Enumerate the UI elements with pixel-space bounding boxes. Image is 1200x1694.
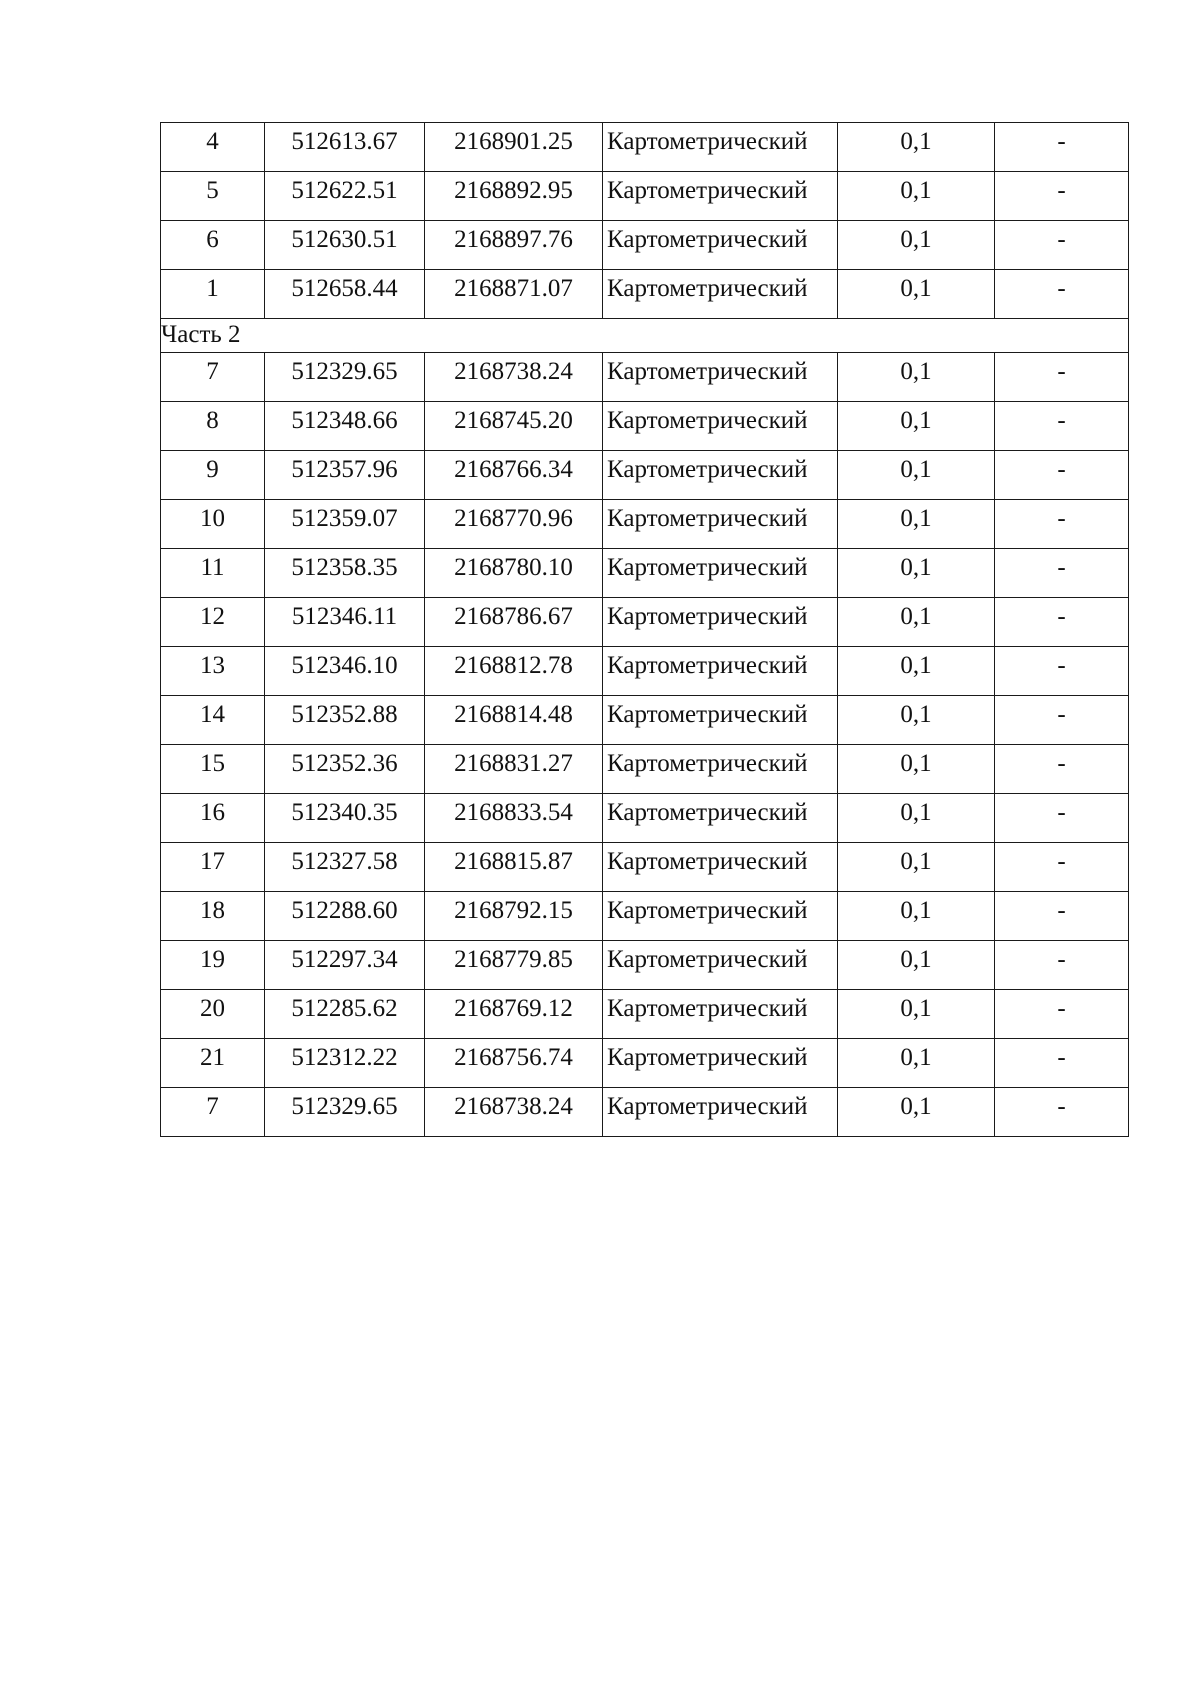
y-coordinate-cell: 2168871.07 [425, 270, 603, 319]
point-number-cell: 7 [161, 1088, 265, 1137]
x-coordinate-cell: 512288.60 [265, 892, 425, 941]
method-cell: Картометрический [603, 745, 838, 794]
y-coordinate-cell: 2168769.12 [425, 990, 603, 1039]
x-coordinate-cell: 512630.51 [265, 221, 425, 270]
precision-cell: 0,1 [838, 1088, 995, 1137]
y-coordinate-cell: 2168901.25 [425, 123, 603, 172]
description-cell: - [995, 647, 1129, 696]
y-coordinate-cell: 2168766.34 [425, 451, 603, 500]
document-page [160, 122, 1128, 1137]
x-coordinate-cell: 512340.35 [265, 794, 425, 843]
x-coordinate-cell: 512658.44 [265, 270, 425, 319]
point-number-cell: 17 [161, 843, 265, 892]
description-cell: - [995, 794, 1129, 843]
method-cell: Картометрический [603, 500, 838, 549]
precision-cell: 0,1 [838, 123, 995, 172]
table-row [161, 598, 1129, 647]
y-coordinate-cell: 2168738.24 [425, 1088, 603, 1137]
table-row [161, 647, 1129, 696]
table-row [161, 745, 1129, 794]
precision-cell: 0,1 [838, 221, 995, 270]
description-cell: - [995, 353, 1129, 402]
y-coordinate-cell: 2168897.76 [425, 221, 603, 270]
description-cell: - [995, 990, 1129, 1039]
table-body-part1 [161, 123, 1129, 319]
method-cell: Картометрический [603, 549, 838, 598]
table-row [161, 794, 1129, 843]
x-coordinate-cell: 512285.62 [265, 990, 425, 1039]
x-coordinate-cell: 512352.88 [265, 696, 425, 745]
precision-cell: 0,1 [838, 1039, 995, 1088]
point-number-cell: 1 [161, 270, 265, 319]
method-cell: Картометрический [603, 402, 838, 451]
precision-cell: 0,1 [838, 172, 995, 221]
precision-cell: 0,1 [838, 451, 995, 500]
method-cell: Картометрический [603, 843, 838, 892]
point-number-cell: 6 [161, 221, 265, 270]
part-header-row [161, 319, 1129, 353]
y-coordinate-cell: 2168831.27 [425, 745, 603, 794]
description-cell: - [995, 123, 1129, 172]
precision-cell: 0,1 [838, 647, 995, 696]
method-cell: Картометрический [603, 172, 838, 221]
table-row [161, 892, 1129, 941]
method-cell: Картометрический [603, 1039, 838, 1088]
description-cell: - [995, 696, 1129, 745]
y-coordinate-cell: 2168745.20 [425, 402, 603, 451]
x-coordinate-cell: 512358.35 [265, 549, 425, 598]
point-number-cell: 13 [161, 647, 265, 696]
point-number-cell: 16 [161, 794, 265, 843]
description-cell: - [995, 500, 1129, 549]
y-coordinate-cell: 2168812.78 [425, 647, 603, 696]
precision-cell: 0,1 [838, 270, 995, 319]
point-number-cell: 8 [161, 402, 265, 451]
description-cell: - [995, 745, 1129, 794]
description-cell: - [995, 941, 1129, 990]
table-body-part2 [161, 353, 1129, 1137]
precision-cell: 0,1 [838, 353, 995, 402]
point-number-cell: 12 [161, 598, 265, 647]
method-cell: Картометрический [603, 451, 838, 500]
x-coordinate-cell: 512312.22 [265, 1039, 425, 1088]
y-coordinate-cell: 2168814.48 [425, 696, 603, 745]
table-row [161, 402, 1129, 451]
description-cell: - [995, 221, 1129, 270]
precision-cell: 0,1 [838, 941, 995, 990]
y-coordinate-cell: 2168770.96 [425, 500, 603, 549]
coordinates-table [160, 122, 1129, 1137]
method-cell: Картометрический [603, 794, 838, 843]
x-coordinate-cell: 512327.58 [265, 843, 425, 892]
description-cell: - [995, 451, 1129, 500]
precision-cell: 0,1 [838, 794, 995, 843]
table-row [161, 500, 1129, 549]
point-number-cell: 11 [161, 549, 265, 598]
point-number-cell: 5 [161, 172, 265, 221]
point-number-cell: 9 [161, 451, 265, 500]
table-row [161, 1088, 1129, 1137]
method-cell: Картометрический [603, 1088, 838, 1137]
table-row [161, 696, 1129, 745]
table-row [161, 549, 1129, 598]
precision-cell: 0,1 [838, 598, 995, 647]
table-row [161, 941, 1129, 990]
x-coordinate-cell: 512346.10 [265, 647, 425, 696]
method-cell: Картометрический [603, 598, 838, 647]
precision-cell: 0,1 [838, 549, 995, 598]
point-number-cell: 18 [161, 892, 265, 941]
x-coordinate-cell: 512348.66 [265, 402, 425, 451]
table-body-part2-header [161, 319, 1129, 353]
description-cell: - [995, 270, 1129, 319]
point-number-cell: 15 [161, 745, 265, 794]
method-cell: Картометрический [603, 647, 838, 696]
y-coordinate-cell: 2168892.95 [425, 172, 603, 221]
precision-cell: 0,1 [838, 892, 995, 941]
point-number-cell: 21 [161, 1039, 265, 1088]
part2-label: Часть 2 [161, 319, 1129, 353]
table-row [161, 221, 1129, 270]
point-number-cell: 4 [161, 123, 265, 172]
table-row [161, 172, 1129, 221]
method-cell: Картометрический [603, 941, 838, 990]
point-number-cell: 19 [161, 941, 265, 990]
x-coordinate-cell: 512329.65 [265, 353, 425, 402]
description-cell: - [995, 402, 1129, 451]
method-cell: Картометрический [603, 123, 838, 172]
method-cell: Картометрический [603, 696, 838, 745]
x-coordinate-cell: 512352.36 [265, 745, 425, 794]
y-coordinate-cell: 2168779.85 [425, 941, 603, 990]
table-row [161, 1039, 1129, 1088]
precision-cell: 0,1 [838, 843, 995, 892]
x-coordinate-cell: 512297.34 [265, 941, 425, 990]
method-cell: Картометрический [603, 990, 838, 1039]
point-number-cell: 14 [161, 696, 265, 745]
description-cell: - [995, 892, 1129, 941]
x-coordinate-cell: 512357.96 [265, 451, 425, 500]
precision-cell: 0,1 [838, 745, 995, 794]
method-cell: Картометрический [603, 353, 838, 402]
precision-cell: 0,1 [838, 402, 995, 451]
description-cell: - [995, 843, 1129, 892]
method-cell: Картометрический [603, 892, 838, 941]
y-coordinate-cell: 2168786.67 [425, 598, 603, 647]
point-number-cell: 10 [161, 500, 265, 549]
table-row [161, 843, 1129, 892]
description-cell: - [995, 598, 1129, 647]
table-row [161, 990, 1129, 1039]
y-coordinate-cell: 2168756.74 [425, 1039, 603, 1088]
y-coordinate-cell: 2168792.15 [425, 892, 603, 941]
table-row [161, 451, 1129, 500]
description-cell: - [995, 172, 1129, 221]
y-coordinate-cell: 2168815.87 [425, 843, 603, 892]
table-row [161, 270, 1129, 319]
x-coordinate-cell: 512359.07 [265, 500, 425, 549]
method-cell: Картометрический [603, 270, 838, 319]
precision-cell: 0,1 [838, 990, 995, 1039]
y-coordinate-cell: 2168780.10 [425, 549, 603, 598]
y-coordinate-cell: 2168833.54 [425, 794, 603, 843]
precision-cell: 0,1 [838, 696, 995, 745]
x-coordinate-cell: 512329.65 [265, 1088, 425, 1137]
method-cell: Картометрический [603, 221, 838, 270]
description-cell: - [995, 1039, 1129, 1088]
description-cell: - [995, 1088, 1129, 1137]
x-coordinate-cell: 512613.67 [265, 123, 425, 172]
x-coordinate-cell: 512622.51 [265, 172, 425, 221]
x-coordinate-cell: 512346.11 [265, 598, 425, 647]
description-cell: - [995, 549, 1129, 598]
precision-cell: 0,1 [838, 500, 995, 549]
y-coordinate-cell: 2168738.24 [425, 353, 603, 402]
point-number-cell: 7 [161, 353, 265, 402]
point-number-cell: 20 [161, 990, 265, 1039]
table-row [161, 353, 1129, 402]
table-row [161, 123, 1129, 172]
